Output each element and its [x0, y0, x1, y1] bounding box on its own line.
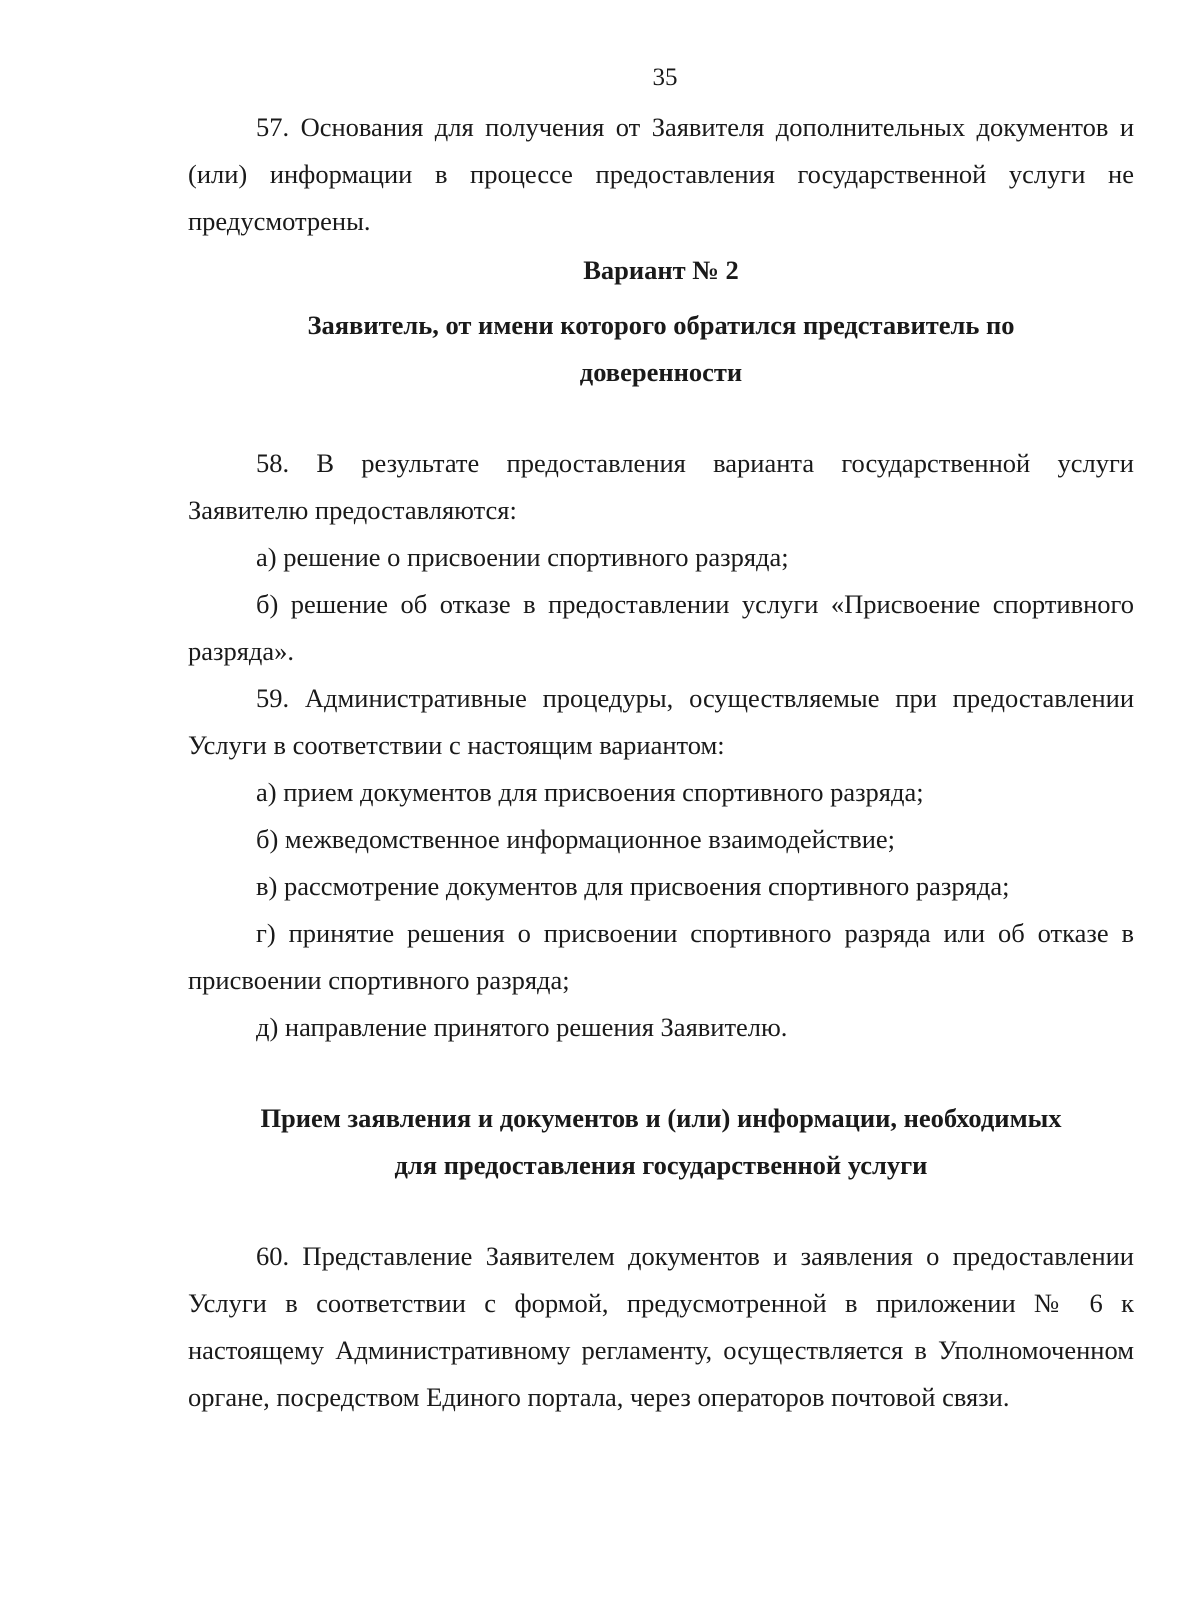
variant-subtitle-line-2: доверенности [579, 357, 743, 387]
paragraph-59-item-d: г) принятие решения о присвоении спортивного разряда или об отказе в присвоении спортивного разряда; [188, 918, 1134, 995]
paragraph-58: 58. В результате предоставления варианта государственной услуги Заявителю предоставляются: [188, 448, 1134, 525]
paragraph-58-item-b: б) решение об отказе в предоставлении услуги «Присвоение спортивного разряда». [188, 589, 1134, 666]
variant-subtitle-line-1: Заявитель, от имени которого обратился представитель по [307, 310, 1015, 340]
paragraph-59-item-b: б) межведомственное информационное взаимодействие; [256, 824, 896, 854]
paragraph-58-item-a: а) решение о присвоении спортивного разряда; [256, 542, 789, 572]
variant-title: Вариант № 2 [583, 255, 739, 285]
page-content [188, 104, 1134, 1421]
paragraph-59-item-c: в) рассмотрение документов для присвоения спортивного разряда; [256, 871, 1010, 901]
section-title-line-2: для предоставления государственной услуги [394, 1150, 928, 1180]
section-title-line-1: Прием заявления и документов и (или) информации, необходимых [260, 1103, 1062, 1133]
page-number: 35 [652, 64, 678, 91]
paragraph-59: 59. Административные процедуры, осуществляемые при предоставлении Услуги в соответствии с настоящим вариантом: [188, 683, 1134, 760]
paragraph-57: 57. Основания для получения от Заявителя дополнительных документов и (или) информации в процессе предоставления государственной услуги не предусмотрены. [188, 112, 1134, 236]
paragraph-60: 60. Представление Заявителем документов и заявления о предоставлении Услуги в соответствии с формой, предусмотренной в приложении № 6 к настоящему Административному регламенту, осуществляется в Уполномоченном органе, посредством Единого портала, через операторов почтовой связи. [188, 1241, 1134, 1412]
paragraph-59-item-e: д) направление принятого решения Заявителю. [256, 1012, 788, 1042]
paragraph-59-item-a: а) прием документов для присвоения спортивного разряда; [256, 777, 924, 807]
